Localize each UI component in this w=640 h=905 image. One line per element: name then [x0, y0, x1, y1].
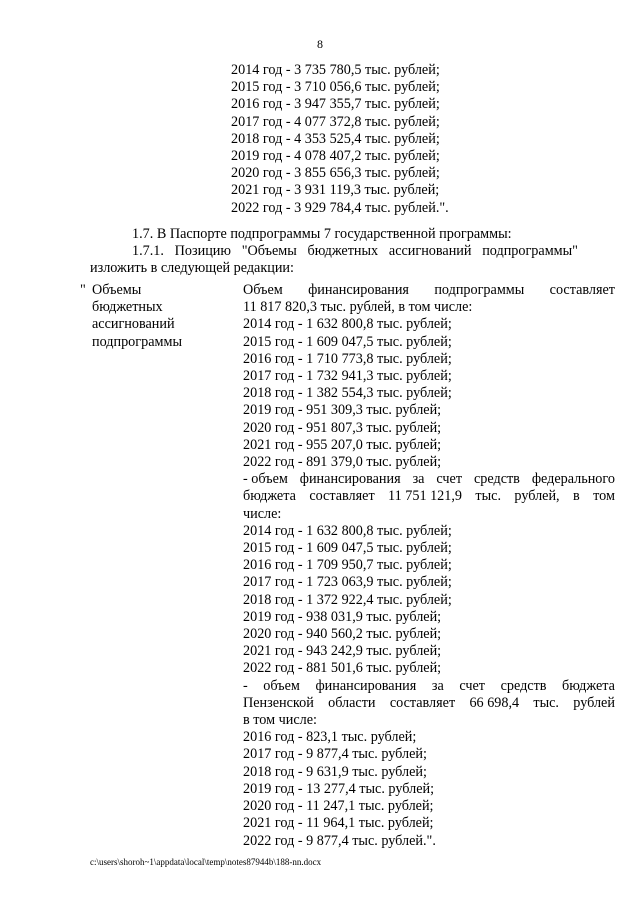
word: Позицию — [174, 243, 231, 259]
list-item: 2018 год - 1 372 922,4 тыс. рублей; — [243, 591, 452, 608]
word: рублей — [573, 694, 615, 711]
regional-line-3: в том числе: — [243, 712, 317, 729]
list-item: 2016 год - 1 709 950,7 тыс. рублей; — [243, 557, 452, 574]
position-content — [243, 282, 615, 850]
word: ассигнований — [388, 243, 472, 259]
list-item: 2014 год - 3 735 780,5 тыс. рублей; — [231, 62, 440, 78]
list-item: 2021 год - 11 964,1 тыс. рублей; — [243, 815, 434, 832]
word: средств — [500, 677, 547, 694]
list-item: 2018 год - 9 631,9 тыс. рублей; — [243, 763, 427, 780]
list-item: 2020 год - 11 247,1 тыс. рублей; — [243, 798, 434, 815]
list-item: 2018 год - 4 353 525,4 тыс. рублей; — [231, 130, 440, 147]
intro-line-2: 11 817 820,3 тыс. рублей, в том числе: — [243, 299, 473, 316]
word: финансирования — [308, 282, 409, 298]
opening-quote: " — [80, 282, 86, 298]
list-item: 2018 год - 1 382 554,3 тыс. рублей; — [243, 385, 452, 402]
list-item: 2017 год - 1 723 063,9 тыс. рублей; — [243, 574, 452, 591]
word: за — [412, 471, 425, 488]
word: бюджета — [562, 677, 615, 694]
word: финансирования — [315, 677, 417, 694]
list-item: 2022 год - 9 877,4 тыс. рублей.". — [243, 832, 436, 849]
label-line: ассигнований — [92, 316, 175, 333]
list-item: 2017 год - 9 877,4 тыс. рублей; — [243, 746, 427, 763]
word: "Объемы — [241, 243, 297, 259]
list-item: 2020 год - 3 855 656,3 тыс. рублей; — [231, 165, 440, 182]
list-item: 2015 год - 3 710 056,6 тыс. рублей; — [231, 79, 440, 96]
word: Пензенской — [243, 694, 314, 711]
list-item: 2021 год - 3 931 119,3 тыс. рублей; — [231, 182, 440, 199]
word: - объем — [243, 471, 288, 488]
word: 11 751 121,9 — [388, 488, 463, 505]
list-item: 2017 год - 4 077 372,8 тыс. рублей; — [231, 113, 440, 130]
word: финансирования — [299, 471, 401, 488]
word: тыс. — [475, 488, 501, 505]
word: тыс. — [533, 694, 559, 711]
federal-line-2 — [243, 488, 615, 505]
list-item: 2017 год - 1 732 941,3 тыс. рублей; — [243, 368, 452, 385]
list-item: 2014 год - 1 632 800,8 тыс. рублей; — [243, 522, 452, 539]
word: составляет — [309, 488, 375, 505]
list-item: 2014 год - 1 632 800,8 тыс. рублей; — [243, 316, 452, 333]
word: счет — [459, 677, 485, 694]
list-item: 2022 год - 881 501,6 тыс. рублей; — [243, 660, 442, 677]
list-item: 2022 год - 891 379,0 тыс. рублей; — [243, 454, 442, 471]
word: в — [573, 488, 580, 505]
paragraph-1-7-1 — [132, 243, 578, 260]
list-item: 2019 год - 951 309,3 тыс. рублей; — [243, 402, 442, 419]
list-item: 2022 год - 3 929 784,4 тыс. рублей.". — [231, 199, 449, 216]
list-item: 2016 год - 823,1 тыс. рублей; — [243, 729, 417, 746]
label-line: Объемы — [92, 282, 142, 298]
regional-line-2 — [243, 695, 615, 712]
list-item: 2015 год - 1 609 047,5 тыс. рублей; — [243, 540, 452, 557]
list-item: 2021 год - 943 242,9 тыс. рублей; — [243, 643, 442, 660]
word: области — [328, 694, 376, 711]
paragraph-1-7-1-continuation: изложить в следующей редакции: — [90, 260, 294, 276]
list-item: 2016 год - 1 710 773,8 тыс. рублей; — [243, 350, 452, 367]
word: составляет — [389, 694, 456, 711]
word: 1.7.1. — [132, 243, 164, 259]
word: бюджета — [243, 488, 296, 505]
word: Объем — [243, 282, 283, 298]
word: бюджетных — [307, 243, 379, 259]
word: подпрограммы" — [482, 243, 578, 259]
word: за — [431, 677, 444, 694]
position-label — [92, 282, 232, 351]
list-item: 2020 год - 940 560,2 тыс. рублей; — [243, 626, 442, 643]
word: рублей, — [514, 488, 560, 505]
word: составляет — [549, 282, 615, 298]
list-item: 2019 год - 13 277,4 тыс. рублей; — [243, 780, 435, 797]
footer-file-path: c:\users\shoroh~1\appdata\local\temp\notes87944b\188-nn.docx — [90, 857, 322, 867]
word: средств — [473, 471, 520, 488]
word: объем — [263, 677, 300, 694]
word: - — [243, 677, 248, 694]
list-item: 2019 год - 938 031,9 тыс. рублей; — [243, 608, 442, 625]
word: 66 698,4 — [469, 694, 520, 711]
label-line: бюджетных — [92, 299, 163, 316]
list-item: 2015 год - 1 609 047,5 тыс. рублей; — [243, 333, 452, 350]
list-item: 2021 год - 955 207,0 тыс. рублей; — [243, 436, 442, 453]
regional-line-1 — [243, 678, 615, 695]
paragraph-1-7: 1.7. В Паспорте подпрограммы 7 государственной программы: — [132, 226, 512, 242]
list-item: 2019 год - 4 078 407,2 тыс. рублей; — [231, 148, 440, 165]
label-line: подпрограммы — [92, 333, 182, 350]
word: том — [593, 488, 615, 505]
word: подпрограммы — [434, 282, 525, 298]
list-item: 2020 год - 951 807,3 тыс. рублей; — [243, 419, 442, 436]
intro-line — [243, 282, 615, 299]
word: счет — [436, 471, 463, 488]
word: федерального — [531, 471, 615, 488]
page-number: 8 — [317, 37, 323, 51]
federal-line-3: числе: — [243, 505, 282, 522]
federal-line-1 — [243, 471, 615, 488]
top-year-list — [231, 62, 449, 217]
list-item: 2016 год - 3 947 355,7 тыс. рублей; — [231, 96, 440, 113]
